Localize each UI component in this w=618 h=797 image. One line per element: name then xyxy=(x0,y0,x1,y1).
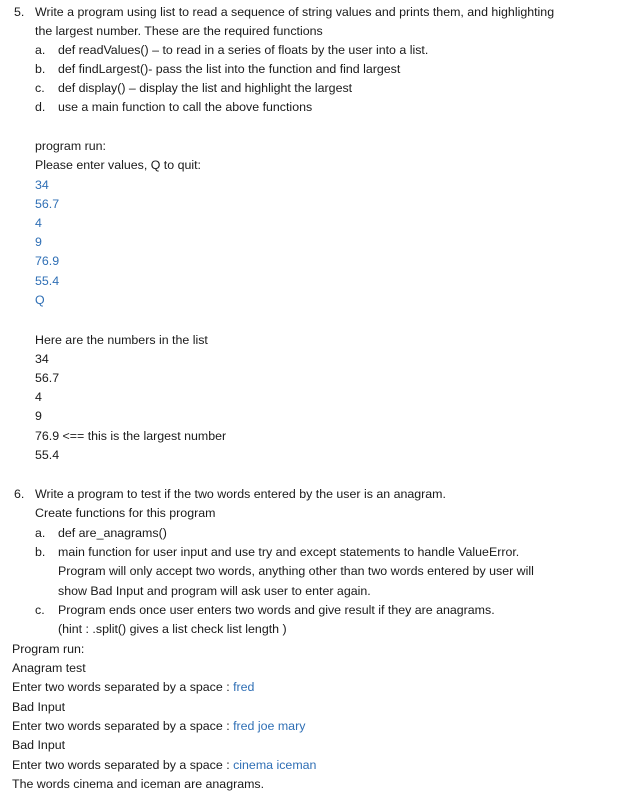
q5-run-label: program run: xyxy=(35,139,106,153)
q6-item-b-line3: show Bad Input and program will ask user to enter again. xyxy=(58,584,371,598)
q5-input-quit: Q xyxy=(35,293,45,307)
q6-title: Anagram test xyxy=(12,661,86,675)
q5-prompt: Please enter values, Q to quit: xyxy=(35,158,201,172)
q6-prompt-2: Enter two words separated by a space : xyxy=(12,719,234,733)
q5-item-a-text: def readValues() – to read in a series of floats by the user into a list. xyxy=(58,43,429,57)
q6-bad-input-2: Bad Input xyxy=(12,738,66,752)
q6-text-line2: Create functions for this program xyxy=(35,506,216,520)
q6-entry-line-3 xyxy=(12,757,316,773)
q6-run-label: Program run: xyxy=(12,642,85,656)
q6-item-a-marker: a. xyxy=(35,526,46,540)
q6-item-c-marker: c. xyxy=(35,603,45,617)
q6-entry-line-1 xyxy=(12,679,254,695)
q5-item-c-text: def display() – display the list and highlight the largest xyxy=(58,81,353,95)
q5-input-1: 34 xyxy=(35,178,49,192)
q5-item-c-marker: c. xyxy=(35,81,45,95)
q6-result: The words cinema and iceman are anagrams. xyxy=(12,777,265,791)
q5-output-6: 55.4 xyxy=(35,448,60,462)
q6-text-line1: Write a program to test if the two words entered by the user is an anagram. xyxy=(35,487,446,501)
q6-entry-line-2 xyxy=(12,718,305,734)
q6-bad-input-1: Bad Input xyxy=(12,700,66,714)
q5-input-4: 9 xyxy=(35,235,42,249)
q6-prompt-3: Enter two words separated by a space : xyxy=(12,758,234,772)
q5-output-4: 9 xyxy=(35,409,42,423)
q6-entry-2: fred joe mary xyxy=(233,719,306,733)
q6-entry-1: fred xyxy=(233,680,255,694)
q5-item-b-text: def findLargest()- pass the list into the function and find largest xyxy=(58,62,401,76)
q5-input-6: 55.4 xyxy=(35,274,60,288)
q5-output-1: 34 xyxy=(35,352,49,366)
q5-item-d-text: use a main function to call the above functions xyxy=(58,100,313,114)
q5-item-b-marker: b. xyxy=(35,62,46,76)
q6-number: 6. xyxy=(14,487,25,501)
q5-list-heading: Here are the numbers in the list xyxy=(35,333,208,347)
q6-item-c-line1: Program ends once user enters two words and give result if they are anagrams. xyxy=(58,603,495,617)
q6-entry-3: cinema iceman xyxy=(233,758,317,772)
q5-output-3: 4 xyxy=(35,390,42,404)
q6-item-b-marker: b. xyxy=(35,545,46,559)
q6-prompt-1: Enter two words separated by a space : xyxy=(12,680,234,694)
q6-item-c-line2: (hint : .split() gives a list check list length ) xyxy=(58,622,287,636)
q6-item-b-line1: main function for user input and use try and except statements to handle ValueError. xyxy=(58,545,520,559)
q5-input-2: 56.7 xyxy=(35,197,60,211)
q5-item-a-marker: a. xyxy=(35,43,46,57)
q5-number: 5. xyxy=(14,5,25,19)
q5-input-5: 76.9 xyxy=(35,254,60,268)
q5-item-d-marker: d. xyxy=(35,100,46,114)
q6-item-b-line2: Program will only accept two words, anything other than two words entered by user will xyxy=(58,564,534,578)
q5-text-line1: Write a program using list to read a sequence of string values and prints them, and highlighting xyxy=(35,5,555,19)
q5-output-2: 56.7 xyxy=(35,371,60,385)
q5-input-3: 4 xyxy=(35,216,42,230)
q6-item-a-text: def are_anagrams() xyxy=(58,526,167,540)
q5-output-5-largest: 76.9 <== this is the largest number xyxy=(35,429,227,443)
q5-text-line2: the largest number. These are the required functions xyxy=(35,24,323,38)
